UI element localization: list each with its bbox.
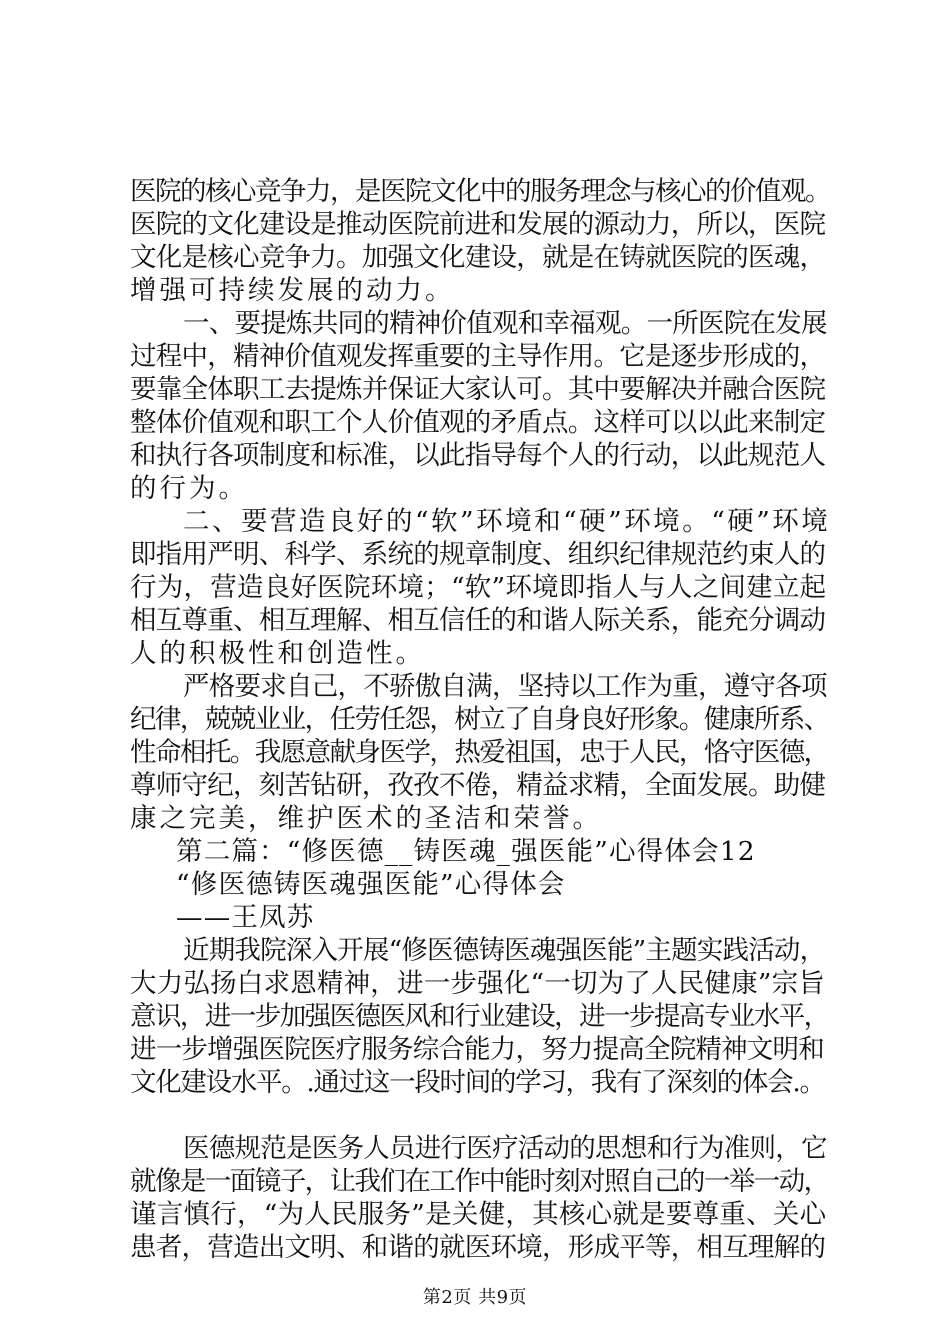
paragraph-first-line: 一、要提炼共同的精神价值观和幸福观。一所医院在发展: [183, 308, 827, 339]
text-line: 医院的文化建设是推动医院前进和发展的源动力，所以，医院: [130, 209, 826, 240]
text-line: 尊师守纪，刻苦钻研，孜孜不倦，精益求精，全面发展。助健: [130, 770, 826, 801]
text-line: 人的积极性和创造性。: [130, 638, 425, 669]
author-line: ——王凤苏: [176, 902, 315, 933]
section-heading: 第二篇：“修医德__铸医魂_强医能”心得体会12: [176, 836, 756, 867]
text-line: 意识，进一步加强医德医风和行业建设，进一步提高专业水平，: [130, 1001, 829, 1032]
text-line: 增强可持续发展的动力。: [130, 275, 455, 306]
text-line: 医院的核心竞争力，是医院文化中的服务理念与核心的价值观。: [130, 176, 830, 207]
text-line: 文化是核心竞争力。加强文化建设，就是在铸就医院的医魂，: [130, 242, 826, 273]
text-line: 患者，营造出文明、和谐的就医环境，形成平等，相互理解的: [130, 1232, 826, 1263]
text-line: 即指用严明、科学、系统的规章制度、组织纪律规范约束人的: [130, 539, 826, 570]
text-line: 的行为。: [130, 473, 248, 504]
paragraph-first-line: 严格要求自己，不骄傲自满，坚持以工作为重，遵守各项: [183, 671, 827, 702]
paragraph-first-line: 二、要营造良好的“软”环境和“硬”环境。“硬”环境: [183, 506, 831, 537]
text-line: 行为，营造良好医院环境；“软”环境即指人与人之间建立起: [130, 572, 827, 603]
text-line: 过程中，精神价值观发挥重要的主导作用。它是逐步形成的，: [130, 341, 826, 372]
paragraph-first-line: 近期我院深入开展“修医德铸医魂强医能”主题实践活动，: [183, 935, 826, 966]
text-line: 谨言慎行，“为人民服务”是关健，其核心就是要尊重、关心: [130, 1199, 827, 1230]
text-line: 康之完美，维护医术的圣洁和荣誉。: [130, 803, 602, 834]
text-line: 和执行各项制度和标准，以此指导每个人的行动，以此规范人: [130, 440, 826, 471]
text-line: 要靠全体职工去提炼并保证大家认可。其中要解决并融合医院: [130, 374, 826, 405]
text-line: 纪律，兢兢业业，任劳任怨，树立了自身良好形象。健康所系、: [130, 704, 829, 735]
text-line: 性命相托。我愿意献身医学，热爱祖国，忠于人民，恪守医德，: [130, 737, 829, 768]
text-line: 文化建设水平。.通过这一段时间的学习，我有了深刻的体会.。: [130, 1067, 825, 1098]
text-line: 就像是一面镜子，让我们在工作中能时刻对照自己的一举一动，: [130, 1166, 829, 1197]
paragraph-first-line: 医德规范是医务人员进行医疗活动的思想和行为准则，它: [183, 1133, 827, 1164]
text-line: 相互尊重、相互理解、相互信任的和谐人际关系，能充分调动: [130, 605, 826, 636]
text-line: 整体价值观和职工个人价值观的矛盾点。这样可以以此来制定: [130, 407, 826, 438]
text-line: 大力弘扬白求恩精神，进一步强化“一切为了人民健康”宗旨: [130, 968, 825, 999]
page-number-footer: 第2页 共9页: [422, 1287, 528, 1308]
text-line: 进一步增强医院医疗服务综合能力，努力提高全院精神文明和: [130, 1034, 824, 1065]
article-title: “修医德铸医魂强医能”心得体会: [176, 869, 566, 900]
